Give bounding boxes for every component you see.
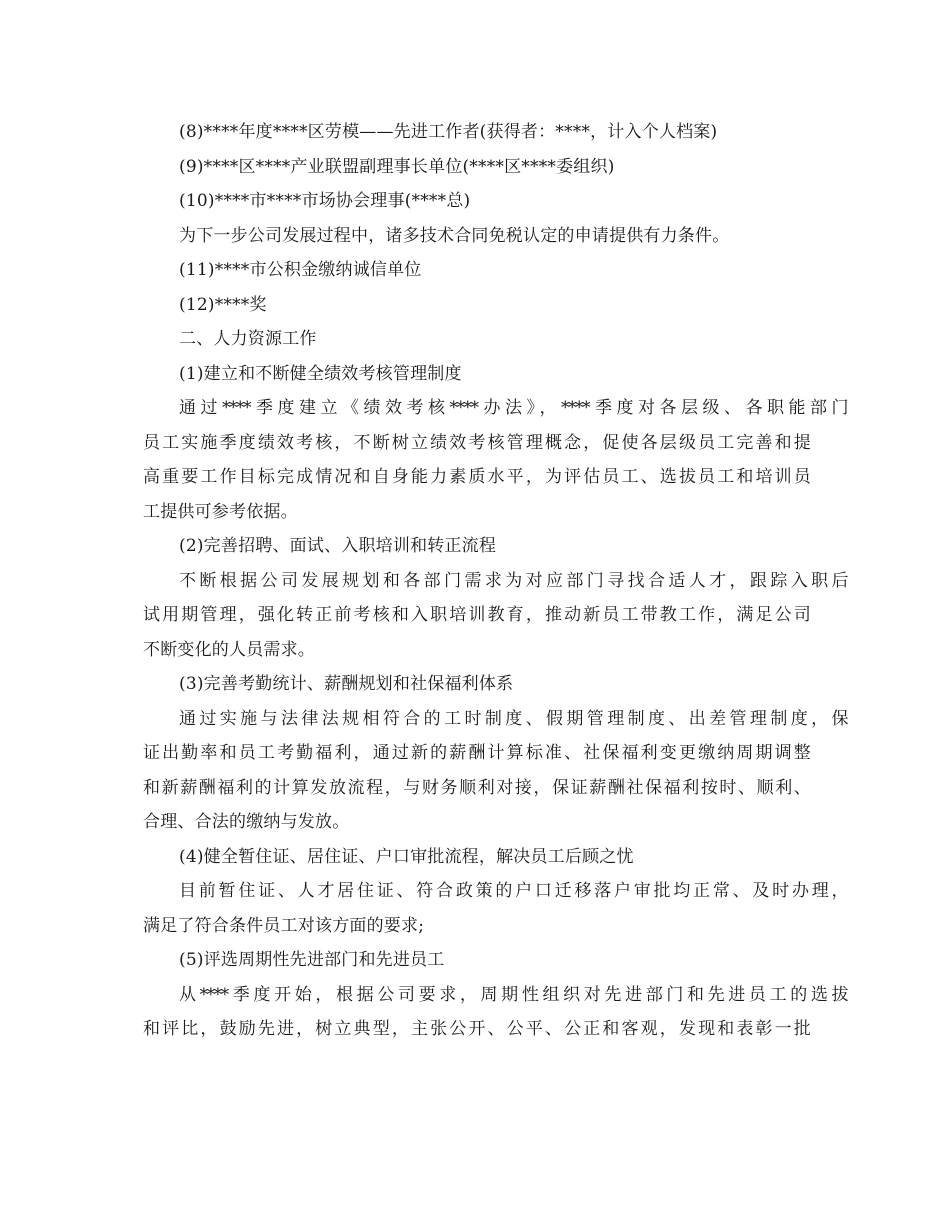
subsection-heading: (1)建立和不断健全绩效考核管理制度 — [179, 363, 462, 384]
paragraph-line: 目前暂住证、人才居住证、符合政策的户口迁移落户审批均正常、及时办理， — [179, 881, 847, 901]
text-line: (12)****奖 — [179, 294, 267, 315]
subsection-heading: (3)完善考勤统计、薪酬规划和社保福利体系 — [179, 674, 514, 694]
subsection-heading: (4)健全暂住证、居住证、户口审批流程，解决员工后顾之忧 — [179, 846, 634, 867]
paragraph-line: 通过****季度建立《绩效考核****办法》，****季度对各层级、各职能部门 — [179, 398, 847, 418]
text-line: (8)****年度****区劳模——先进工作者(获得者：****，计入个人档案) — [179, 122, 718, 142]
paragraph-line: 从****季度开始，根据公司要求，周期性组织对先进部门和先进员工的选拔 — [179, 984, 847, 1005]
paragraph-line: 工提供可参考依据。 — [143, 501, 298, 522]
paragraph-line: 通过实施与法律法规相符合的工时制度、假期管理制度、出差管理制度，保 — [179, 708, 847, 729]
text-line: (10)****市****市场协会理事(****总) — [179, 191, 471, 211]
paragraph-line: 和新薪酬福利的计算发放流程，与财务顺利对接，保证薪酬社保福利按时、顺利、 — [143, 777, 811, 798]
paragraph-line: 满足了符合条件员工对该方面的要求; — [143, 915, 425, 936]
paragraph-line: 和评比，鼓励先进，树立典型，主张公开、公平、公正和客观，发现和表彰一批 — [143, 1019, 811, 1039]
document-body — [143, 115, 847, 1047]
subsection-heading: (2)完善招聘、面试、入职培训和转正流程 — [179, 536, 497, 556]
text-line: (9)****区****产业联盟副理事长单位(****区****委组织) — [179, 156, 615, 177]
text-line: 为下一步公司发展过程中，诸多技术合同免税认定的申请提供有力条件。 — [179, 225, 730, 246]
paragraph-line: 不断根据公司发展规划和各部门需求为对应部门寻找合适人才，跟踪入职后 — [179, 570, 847, 591]
section-heading: 二、人力资源工作 — [179, 329, 317, 349]
paragraph-line: 证出勤率和员工考勤福利，通过新的薪酬计算标准、社保福利变更缴纳周期调整 — [143, 743, 811, 763]
subsection-heading: (5)评选周期性先进部门和先进员工 — [179, 950, 445, 970]
paragraph-line: 合理、合法的缴纳与发放。 — [143, 812, 350, 832]
paragraph-line: 高重要工作目标完成情况和自身能力素质水平，为评估员工、选拔员工和培训员 — [143, 467, 811, 487]
paragraph-line: 不断变化的人员需求。 — [143, 639, 315, 660]
paragraph-line: 试用期管理，强化转正前考核和入职培训教育，推动新员工带教工作，满足公司 — [143, 605, 811, 625]
text-line: (11)****市公积金缴纳诚信单位 — [179, 260, 422, 280]
paragraph-line: 员工实施季度绩效考核，不断树立绩效考核管理概念，促使各层级员工完善和提 — [143, 432, 811, 453]
